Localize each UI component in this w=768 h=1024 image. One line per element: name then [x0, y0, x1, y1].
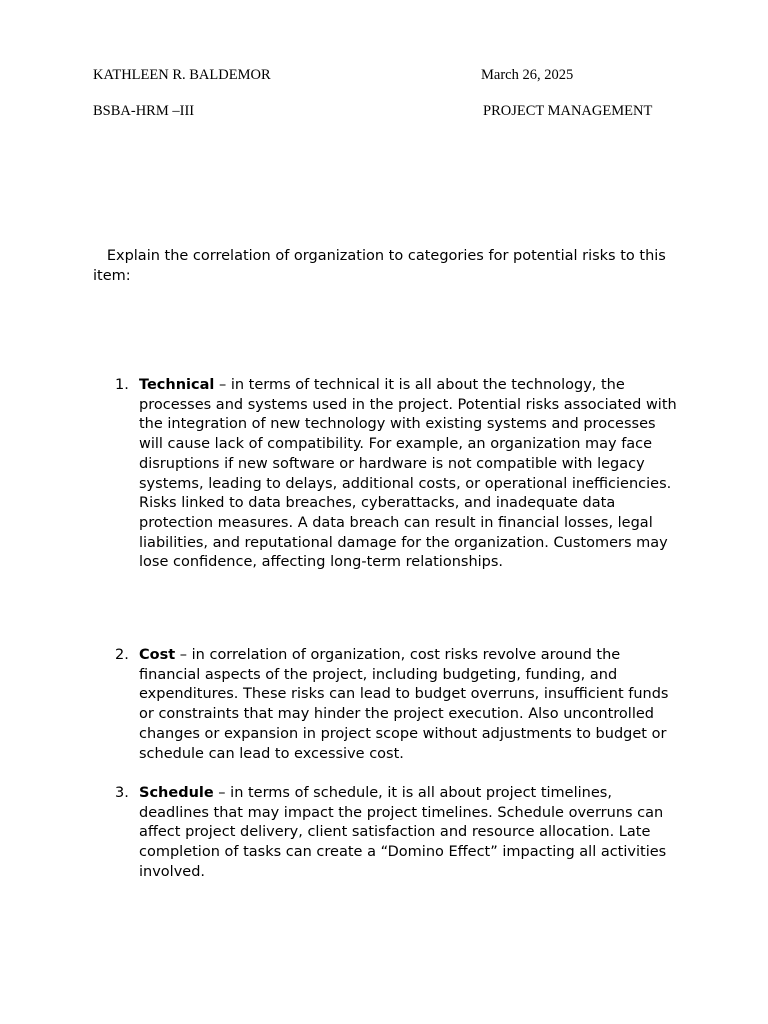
list-number: 3. [115, 785, 129, 801]
list-item-schedule [93, 784, 683, 883]
item-description: – in terms of technical it is all about the technology, the processes and systems used in the project. Potential risks associated with the integration of new technology with existing systems and processes will cause lack of compatibility. For example, an organization may face disruptions if new software or hardware is not compatible with legacy systems, leading to delays, additional costs, or operational inefficiencies. Risks linked to data breaches, cyberattacks, and inadequate data protection measures. A data breach can result in financial losses, legal liabilities, and reputational damage for the organization. Customers may lose confidence, affecting long-term relationships. [139, 377, 677, 571]
list-item-technical [93, 376, 683, 573]
list-item-cost [93, 646, 683, 764]
question-prompt: Explain the correlation of organization to categories for potential risks to this item: [93, 248, 666, 284]
item-description: – in terms of schedule, it is all about project timelines, deadlines that may impact the project timelines. Schedule overruns can affect project delivery, client satisfaction and resource allocation. Late completion of tasks can create a “Domino Effect” impacting all activities involved. [139, 785, 667, 880]
item-term: Cost [139, 647, 176, 663]
item-term: Technical [139, 377, 215, 393]
subject-title: PROJECT MANAGEMENT [483, 103, 653, 119]
item-term: Schedule [139, 785, 214, 801]
author-name: KATHLEEN R. BALDEMOR [93, 67, 271, 83]
list-item-body [139, 646, 683, 764]
document-date: March 26, 2025 [481, 67, 574, 83]
item-description: – in correlation of organization, cost risks revolve around the financial aspects of the project, including budgeting, funding, and expenditures. These risks can lead to budget overruns, insufficient funds or constraints that may hinder the project execution. Also uncontrolled changes or expansion in project scope without adjustments to budget or schedule can lead to excessive cost. [139, 647, 669, 762]
course-section: BSBA-HRM –III [93, 103, 195, 119]
list-item-body [139, 376, 683, 573]
list-number: 2. [115, 647, 129, 663]
list-number: 1. [115, 377, 129, 393]
list-item-body [139, 784, 683, 883]
